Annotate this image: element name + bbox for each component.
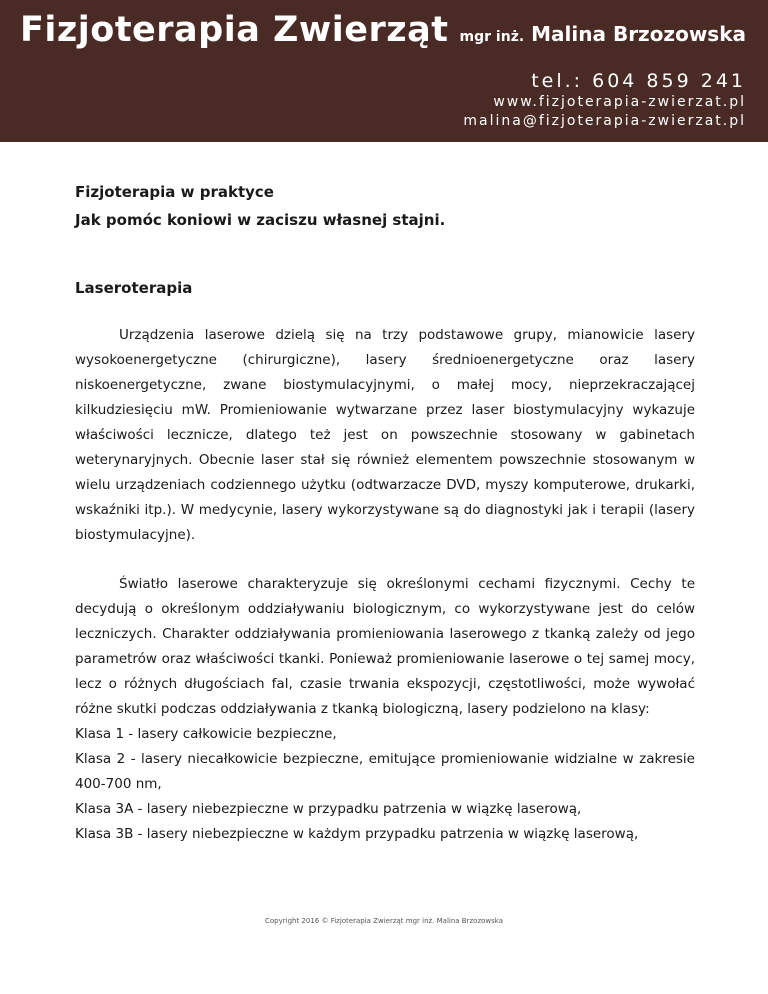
phone-number: tel.: 604 859 241 xyxy=(531,70,746,92)
laser-class-item: Klasa 2 - lasery niecałkowicie bezpieczne, emitujące promieniowanie widzialne w zakresie 400-700 nm, xyxy=(75,751,695,792)
author-name: Malina Brzozowska xyxy=(531,22,746,46)
laser-class-item: Klasa 3A - lasery niebezpieczne w przypadku patrzenia w wiązkę laserową, xyxy=(75,801,582,817)
author-prefix: mgr inż. xyxy=(459,29,525,45)
email-link[interactable]: malina@fizjoterapia-zwierzat.pl xyxy=(463,113,746,129)
paragraph: Światło laserowe charakteryzuje się określonymi cechami fizycznymi. Cechy te decydują o określonym oddziaływaniu biologicznym, co wykorzystywane jest do celów leczniczych. Charakter oddziaływania promieniowania laserowego z tkanką zależy od jego parametrów oraz właściwości tkanki. Ponieważ promieniowanie laserowe o tej samej mocy, lecz o różnych długościach fal, czasie trwania ekspozycji, częstotliwości, może wywołać różne skutki podczas oddziaływania z tkanką biologiczną, lasery podzielono na klasy: xyxy=(75,576,695,717)
laser-class-item: Klasa 1 - lasery całkowicie bezpieczne, xyxy=(75,726,337,742)
brand xyxy=(20,10,746,50)
page-header xyxy=(0,0,768,142)
paragraph: Urządzenia laserowe dzielą się na trzy podstawowe grupy, mianowicie lasery wysokoenergetyczne (chirurgiczne), lasery średnioenergetyczne oraz lasery niskoenergetyczne, zwane biostymulacyjnymi, o małej mocy, nieprzekraczającej kilkudziesięciu mW. Promieniowanie wytwarzane przez laser biostymulacyjny wykazuje właściwości lecznicze, dlatego też jest on powszechnie stosowany w gabinetach weterynaryjnych. Obecnie laser stał się również elementem powszechnie stosowanym w wielu urządzeniach codziennego użytku (odtwarzacze DVD, myszy komputerowe, drukarki, wskaźniki itp.). W medycynie, lasery wykorzystywane są do diagnostyki jak i terapii (lasery biostymulacyjne). xyxy=(75,327,695,543)
laser-class-item: Klasa 3B - lasery niebezpieczne w każdym przypadku patrzenia w wiązkę laserową, xyxy=(75,826,639,842)
website-link[interactable]: www.fizjoterapia-zwierzat.pl xyxy=(493,94,746,110)
copyright-footer: Copyright 2016 © Fizjoterapia Zwierząt mgr inż. Malina Brzozowska xyxy=(265,917,503,925)
document-heading: Fizjoterapia w praktyce xyxy=(75,183,274,201)
document-body xyxy=(75,180,695,847)
author xyxy=(460,22,746,46)
document-subheading: Jak pomóc koniowi w zaciszu własnej stajni. xyxy=(75,211,446,229)
brand-title: Fizjoterapia Zwierząt xyxy=(20,10,449,50)
section-title: Laseroterapia xyxy=(75,279,193,297)
